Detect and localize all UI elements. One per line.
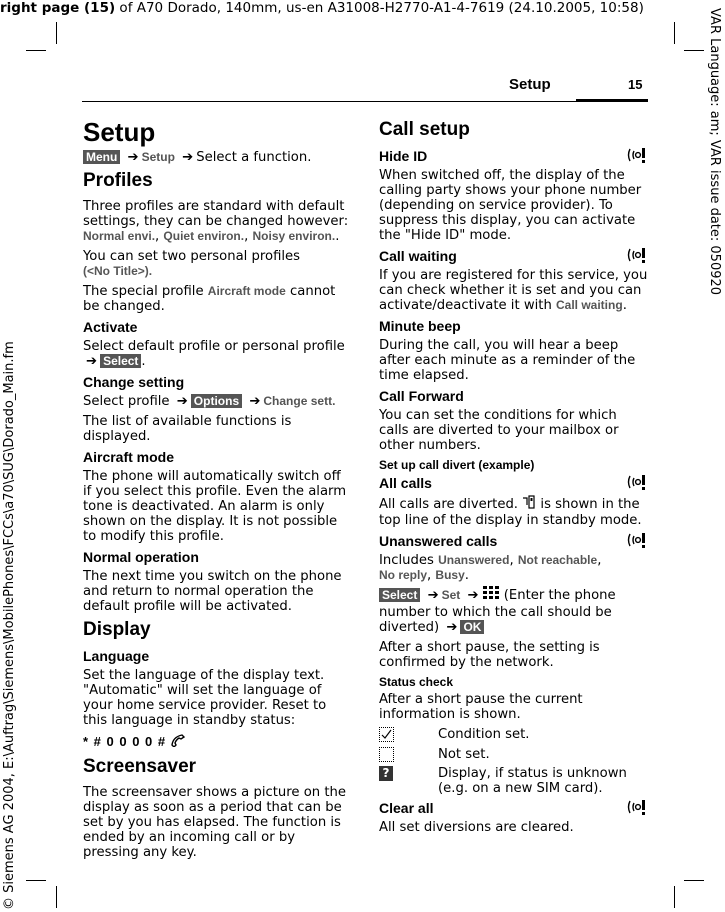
select-key: Select (100, 354, 141, 368)
reset-code-line (83, 733, 349, 751)
change-setting-text2: The list of available functions is displayed. (83, 414, 292, 444)
profile-noisy: Noisy environ. (252, 229, 336, 243)
crop-mark (684, 880, 704, 881)
network-service-icon (625, 145, 647, 165)
unanswered-after: After a short pause, the setting is confirmed by the network. (379, 640, 600, 670)
call-divert-icon (522, 495, 536, 513)
copyright-path: © Siemens AG 2004, E:\Auftrag\Siemens\MobilePhones\FCCs\a70\SUG\Dorado_Main.fm (2, 341, 17, 910)
call-waiting-desc: If you are registered for this service, you can check whether it is set and you can activate/deactivate it with (379, 268, 648, 313)
arrow-icon: ➔ (182, 150, 194, 165)
status-label: Display, if status is unknown (e.g. on a new SIM card). (438, 766, 627, 796)
print-header (0, 0, 644, 16)
item-no-reply: No reply (379, 568, 428, 582)
side-margin-right (704, 8, 724, 388)
normal-heading: Normal operation (83, 549, 199, 565)
profiles-intro: Three profiles are standard with default settings, they can be changed however: Normal envi., Quiet environ., Noisy environ.. (83, 199, 349, 244)
normal-text: The next time you switch on the phone and return to normal operation the default profile will be activated. (83, 569, 342, 614)
minute-beep-heading: Minute beep (379, 318, 461, 334)
clear-all-text: All set diversions are cleared. (379, 820, 574, 835)
all-calls-desc-a: All calls are diverted. (379, 497, 519, 512)
options-key: Options (191, 394, 242, 408)
profiles-special (83, 284, 349, 314)
menu-key: Menu (83, 150, 120, 164)
all-calls-title: All calls (379, 475, 432, 491)
status-label: Not set. (438, 746, 490, 762)
profiles-heading: Profiles (83, 170, 153, 191)
crop-mark (674, 22, 675, 44)
nav-path (83, 150, 349, 165)
arrow-icon: ➔ (176, 394, 188, 409)
question-box-icon: ? (379, 766, 393, 781)
select-key: Select (379, 588, 420, 602)
checked-box-icon (379, 727, 394, 742)
all-calls-text (379, 495, 649, 528)
call-setup-heading: Call setup (379, 119, 470, 140)
page-title: Setup (83, 117, 156, 147)
enter-number-text: (Enter the phone number to which the call should be diverted) (379, 588, 616, 635)
nav-setup: Setup (141, 150, 175, 164)
arrow-icon: ➔ (446, 620, 458, 635)
hide-id-heading (379, 148, 649, 165)
print-header-info: of A70 Dorado, 140mm, us-en A31008-H2770-A1-4-7619 (24.10.2005, 10:58) (115, 0, 644, 16)
hide-id-title: Hide ID (379, 148, 428, 164)
side-margin-left (0, 341, 20, 910)
crop-mark (674, 886, 675, 908)
clear-all-heading (379, 800, 649, 817)
aircraft-item: Aircraft mode (207, 284, 286, 298)
language-heading: Language (83, 648, 150, 664)
ok-key: OK (460, 620, 484, 634)
status-row-unknown (379, 766, 649, 796)
item-unanswered: Unanswered (438, 553, 510, 567)
status-row-set (379, 727, 649, 743)
screensaver-heading: Screensaver (83, 756, 197, 777)
profiles-p3b: cannot be changed. (83, 284, 336, 314)
header-rule-accent (576, 99, 648, 102)
keypad-icon (482, 585, 500, 605)
network-service-icon (625, 472, 647, 492)
unanswered-includes: Includes Unanswered, Not reachable, No reply, Busy. (379, 553, 602, 583)
profiles-p3a: The special profile (83, 284, 204, 299)
call-key-icon (170, 733, 186, 751)
header-rule (82, 101, 648, 102)
no-title-item: (<No Title>). (83, 264, 153, 278)
network-service-icon (625, 245, 647, 265)
aircraft-heading: Aircraft mode (83, 449, 175, 465)
crop-mark (26, 50, 46, 51)
call-forward-text: You can set the conditions for which calls are diverted to your mailbox or other numbers. (379, 408, 619, 453)
arrow-icon: ➔ (427, 588, 439, 603)
profiles-p1: Three profiles are standard with default settings, they can be changed however: (83, 199, 349, 229)
arrow-icon: ➔ (127, 150, 139, 165)
call-forward-heading: Call Forward (379, 388, 464, 404)
call-waiting-item: Call waiting (556, 298, 623, 312)
status-check-text: After a short pause the current information is shown. (379, 692, 583, 722)
change-sett-item: Change sett. (263, 394, 336, 408)
unanswered-heading (379, 533, 649, 550)
activate-text: Select default profile or personal profile ➔ Select . (83, 339, 345, 369)
profile-normal: Normal envi. (83, 229, 156, 243)
arrow-icon: ➔ (86, 354, 98, 369)
crop-mark (56, 22, 57, 44)
screensaver-text: The screensaver shows a picture on the display as soon as a period that can be set by you has elapsed. The function is ended by an incoming call or by pressing any key. (83, 785, 346, 860)
network-service-icon (625, 530, 647, 550)
all-calls-desc-b: is shown in the top line of the display in standby mode. (379, 497, 642, 528)
profiles-p2: You can set two personal profiles (83, 249, 301, 264)
language-text: Set the language of the display text. "Automatic" will set the language of your home service provider. Reset to this language in standby status: (83, 668, 327, 728)
status-label: Condition set. (438, 727, 530, 742)
right-column (379, 117, 649, 840)
unanswered-title: Unanswered calls (379, 533, 498, 549)
hide-id-text: When switched off, the display of the calling party shows your phone number (depending on service provider). To suppress this display, you can activate the "Hide ID" mode. (379, 168, 642, 243)
nav-rest: Select a function. (196, 150, 312, 165)
item-not-reachable: Not reachable (517, 553, 598, 567)
change-setting-path (83, 394, 349, 409)
change-setting-heading: Change setting (83, 374, 185, 390)
includes-label: Includes (379, 553, 434, 568)
all-calls-heading (379, 475, 649, 492)
network-service-icon (625, 797, 647, 817)
change-setting-desc: Select profile (83, 394, 170, 409)
set-item: Set (441, 588, 461, 602)
empty-box-icon (379, 747, 394, 762)
crop-mark (56, 886, 57, 908)
arrow-icon: ➔ (467, 588, 479, 603)
display-heading: Display (83, 619, 151, 640)
reset-code: * # 0 0 0 0 # (83, 734, 167, 749)
running-head-title: Setup (509, 76, 551, 93)
crop-mark (26, 880, 46, 881)
profiles-personal (83, 249, 349, 279)
activate-desc: Select default profile or personal profile (83, 339, 345, 354)
call-waiting-text: If you are registered for this service, you can check whether it is set and you can activate/deactivate it with Call waiting. (379, 268, 648, 313)
minute-beep-text: During the call, you will hear a beep after each minute as a reminder of the time elapsed. (379, 338, 636, 383)
call-waiting-title: Call waiting (379, 248, 457, 264)
aircraft-text: The phone will automatically switch off if you select this profile. Even the alarm tone is deactivated. An alarm is only shown on the display. It is not possible to modify this profile. (83, 469, 347, 544)
status-check-heading: Status check (379, 675, 454, 689)
crop-mark (684, 50, 704, 51)
var-info: VAR Language: am; VAR issue date: 050920 (707, 8, 722, 296)
item-busy: Busy (435, 568, 465, 582)
activate-heading: Activate (83, 319, 138, 335)
status-row-not-set (379, 747, 649, 763)
arrow-icon: ➔ (249, 394, 261, 409)
divert-example-heading: Set up call divert (example) (379, 458, 535, 472)
page-number: 15 (628, 77, 643, 92)
clear-all-title: Clear all (379, 800, 434, 816)
print-header-page: right page (15) (0, 0, 116, 16)
unanswered-steps (379, 585, 649, 635)
profile-quiet: Quiet environ. (163, 229, 245, 243)
left-column (83, 117, 349, 865)
call-waiting-heading (379, 248, 649, 265)
